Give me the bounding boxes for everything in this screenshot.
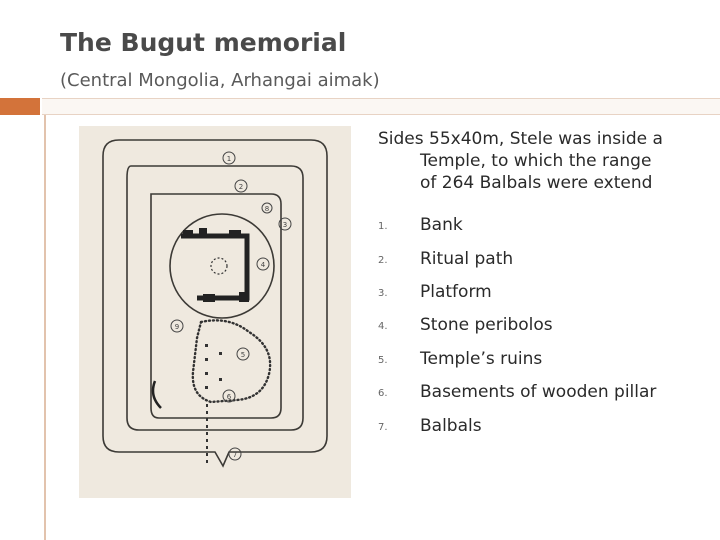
list-item [378, 215, 708, 239]
list-number: 2. [378, 255, 388, 266]
list-number: 7. [378, 422, 388, 433]
slide-title: The Bugut memorial [60, 28, 347, 57]
list-item [378, 315, 708, 339]
list-item [378, 349, 708, 373]
list-label: Temple’s ruins [420, 349, 543, 369]
plan-marker-8: 8 [264, 205, 270, 213]
list-label: Stone peribolos [420, 315, 553, 335]
description-line-3: of 264 Balbals were extend [420, 173, 653, 193]
accent-block [0, 98, 40, 115]
plan-marker-4: 4 [260, 261, 266, 269]
description-line-1: Sides 55x40m, Stele was inside a [378, 129, 663, 149]
plan-marker-2: 2 [238, 183, 244, 191]
header-rule [42, 98, 720, 115]
plan-marker-7: 7 [232, 451, 238, 459]
list-label: Balbals [420, 416, 482, 436]
list-number: 5. [378, 355, 388, 366]
slide-subtitle: (Central Mongolia, Arhangai aimak) [60, 70, 380, 91]
plan-marker-9: 9 [174, 323, 180, 331]
list-item [378, 282, 708, 306]
plan-marker-6: 6 [226, 393, 232, 401]
list-item [378, 416, 708, 440]
site-description [378, 128, 708, 194]
plan-marker-1: 1 [226, 155, 232, 163]
list-number: 1. [378, 221, 388, 232]
list-item [378, 249, 708, 273]
list-label: Basements of wooden pillar [420, 382, 657, 402]
list-label: Ritual path [420, 249, 514, 269]
list-label: Platform [420, 282, 492, 302]
list-number: 6. [378, 388, 388, 399]
list-number: 3. [378, 288, 388, 299]
list-number: 4. [378, 321, 388, 332]
description-line-2: Temple, to which the range [420, 151, 652, 171]
plan-marker-3: 3 [282, 221, 288, 229]
vertical-rule [44, 115, 46, 540]
list-item [378, 382, 708, 406]
site-plan-image [79, 126, 351, 498]
list-label: Bank [420, 215, 463, 235]
plan-marker-5: 5 [240, 351, 246, 359]
